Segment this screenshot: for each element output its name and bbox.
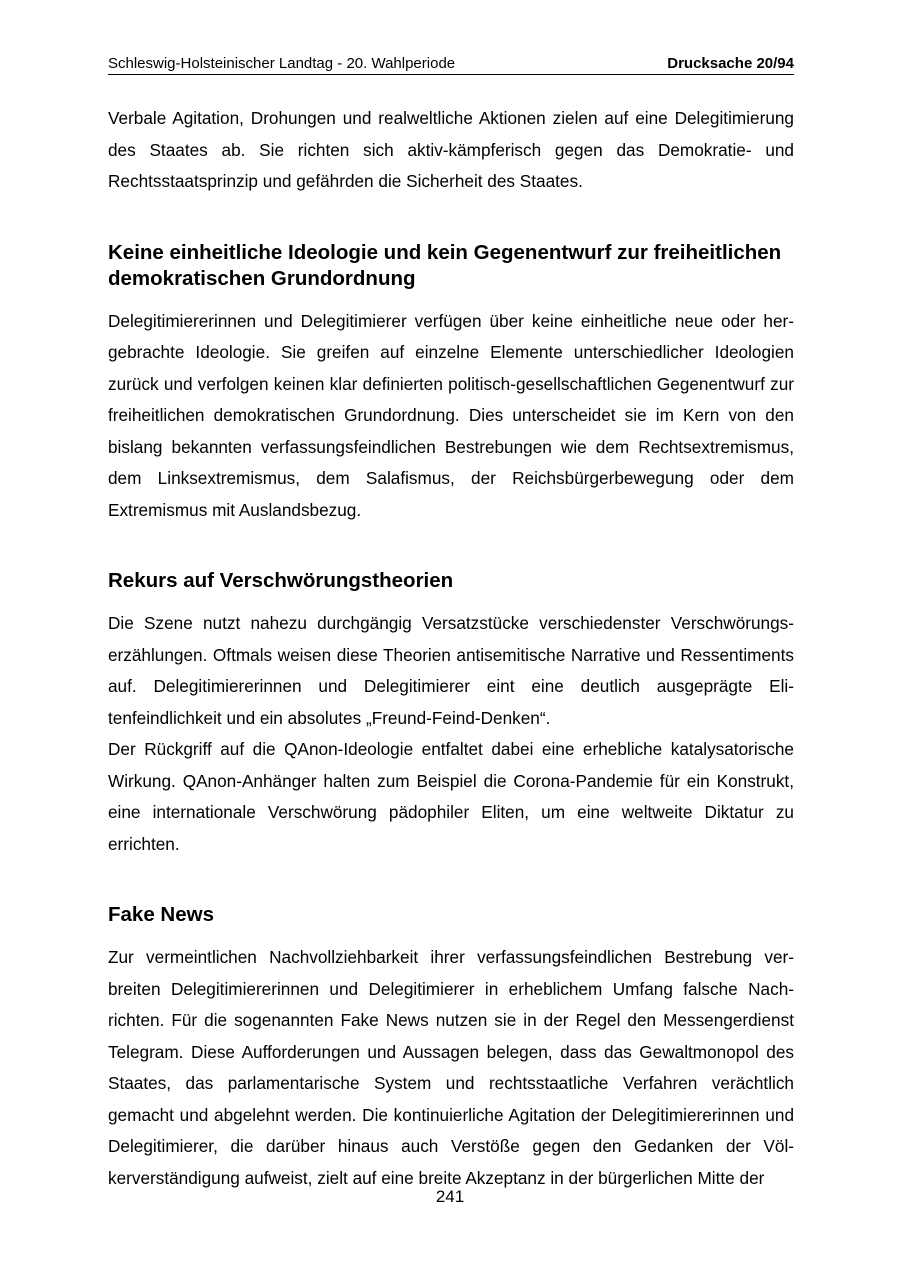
section-heading-ideology: Keine einheitliche Ideologie und kein Gegenentwurf zur freiheitlichen demokratischen Grundordnung — [108, 240, 782, 290]
document-body — [108, 103, 794, 1194]
section-conspiracy-paragraph-2: Der Rückgriff auf die QAnon-Ideologie entfaltet dabei eine erhebliche katalysatorische Wirkung. QAnon-Anhänger halten zum Beispiel die Corona-Pandemie für ein Konstrukt, eine internationale Verschwörung pädophiler Eliten, um eine weltweite Diktatur zu errichten. — [108, 739, 794, 854]
page-number: 241 — [435, 1187, 465, 1206]
intro-paragraph: Verbale Agitation, Drohungen und realweltliche Aktionen zielen auf eine Delegitimierung des Staates ab. Sie richten sich aktiv-kämpferisch gegen das Demokratie- und Rechtsstaatsprinzip und gefährden die Sicherheit des Staates. — [108, 108, 794, 191]
header-parliament-title: Schleswig-Holsteinischer Landtag - 20. Wahlperiode — [108, 55, 456, 72]
page-header — [108, 54, 794, 75]
section-conspiracy-paragraph-1: Die Szene nutzt nahezu durchgängig Versatzstücke verschiedenster Verschwörungserzählungen. Oftmals weisen diese Theorien antisemitische Narrative und Ressentiments auf. Delegitimiererinnen und Delegitimierer eint eine deutlich ausgeprägte Elitenfeindlichkeit und ein absolutes „Freund-Feind-Denken“. — [108, 613, 794, 728]
section-heading-fake-news: Fake News — [108, 903, 214, 926]
section-fake-news-paragraph: Zur vermeintlichen Nachvollziehbarkeit ihrer verfassungsfeindlichen Bestrebung verbreiten Delegitimiererinnen und Delegitimierer in erheblichem Umfang falsche Nachrichten. Für die sogenannten Fake News nutzen sie in der Regel den Messengerdienst Telegram. Diese Aufforderungen und Aussagen belegen, dass das Gewaltmonopol des Staates, das parlamentarische System und rechtsstaatliche Verfahren verächtlich gemacht und abgelehnt werden. Die kontinuierliche Agitation der Delegitimiererinnen und Delegitimierer, die darüber hinaus auch Verstöße gegen den Gedanken der Völkerverständigung aufweist, zielt auf eine breite Akzeptanz in der bürgerlichen Mitte der — [108, 947, 794, 1188]
section-heading-conspiracy: Rekurs auf Verschwörungstheorien — [108, 569, 454, 592]
section-ideology-paragraph: Delegitimiererinnen und Delegitimierer verfügen über keine einheitliche neue oder hergebrachte Ideologie. Sie greifen auf einzelne Elemente unterschiedlicher Ideologien zurück und verfolgen keinen klar definierten politisch-gesellschaftlichen Gegenentwurf zur freiheitlichen demokratischen Grundordnung. Dies unterscheidet sie im Kern von den bislang bekannten verfassungsfeindlichen Bestrebungen wie dem Rechtsextremismus, dem Linksextremismus, dem Salafismus, der Reichsbürgerbewegung oder dem Extremismus mit Auslandsbezug. — [108, 310, 794, 520]
header-document-number: Drucksache 20/94 — [667, 55, 794, 72]
